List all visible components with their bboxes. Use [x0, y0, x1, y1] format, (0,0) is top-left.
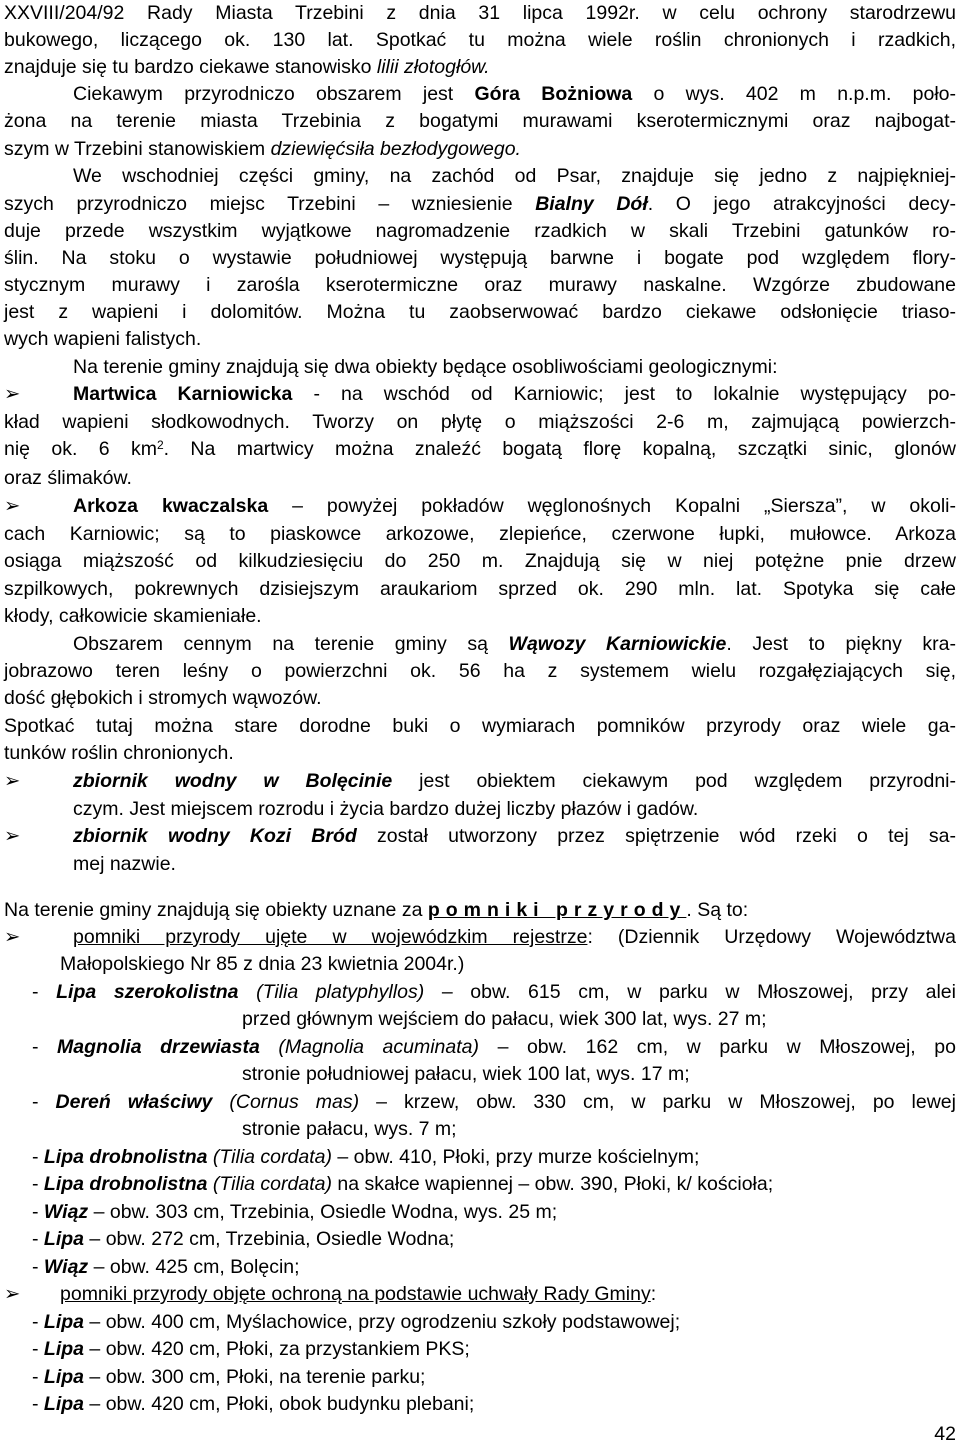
text-segment: Arkoza kwaczalska — [73, 495, 269, 517]
text-segment: zbiornik wodny w Bolęcinie — [73, 770, 393, 792]
bullet-arrow-icon: ➢ — [4, 1283, 21, 1305]
text-segment: (Tilia platyphyllos) — [238, 981, 425, 1003]
text-line — [4, 685, 322, 711]
text-segment: - na wschód od Karniowic; jest to lokalnie występujący po- — [292, 383, 957, 405]
text-segment: 2 — [156, 438, 164, 452]
text-segment: lilii złotogłów. — [376, 56, 490, 78]
text-segment: Na terenie gminy znajdują się dwa obiekty będące osobliwościami geologicznymi: — [73, 356, 778, 378]
text-segment: Dereń właściwy — [55, 1091, 213, 1113]
text-line — [4, 245, 956, 271]
text-segment: - — [32, 1201, 44, 1223]
text-segment: bukowego, liczącego ok. 130 lat. Spotkać tu można wiele roślin chronionych i rzadkich, — [4, 29, 956, 51]
text-segment: jest z wapieni i dolomitów. Można tu zaobserwować bardzo ciekawe odsłonięcie triaso- — [4, 301, 956, 323]
text-segment: – obw. 303 cm, Trzebinia, Osiedle Wodna, wys. 25 m; — [88, 1201, 558, 1223]
text-segment: Martwica Karniowicka — [73, 383, 293, 405]
text-line — [73, 924, 956, 950]
list-item — [32, 1364, 425, 1390]
text-segment: - — [32, 1228, 44, 1250]
text-segment: – obw. 300 cm, Płoki, na terenie parku; — [84, 1366, 426, 1388]
text-segment: jest obiektem ciekawym pod względem przyrodni- — [392, 770, 956, 792]
text-segment: - — [32, 1338, 44, 1360]
text-segment: mej nazwie. — [73, 853, 176, 875]
text-segment: Obszarem cennym na terenie gminy są — [73, 633, 509, 655]
list-item — [32, 1199, 557, 1225]
text-line — [60, 951, 464, 977]
text-segment: Bialny Dół — [535, 193, 648, 215]
text-line — [4, 0, 956, 26]
text-segment: (Tilia cordata) — [207, 1146, 332, 1168]
text-segment: Spotkać tutaj można stare dorodne buki o wymiarach pomników przyrody oraz wiele ga- — [4, 715, 956, 737]
text-segment: (Cornus mas) — [212, 1091, 360, 1113]
text-line — [4, 218, 956, 244]
text-segment: - — [32, 1311, 44, 1333]
text-segment: Lipa — [43, 1393, 85, 1415]
text-segment: dziewięćsiła bezłodygowego. — [270, 138, 521, 160]
text-segment: dość głębokich i stromych wąwozów. — [4, 687, 322, 709]
list-item — [32, 1089, 956, 1115]
text-segment: znajduje się tu bardzo ciekawe stanowisko — [4, 56, 377, 78]
text-line — [4, 521, 956, 547]
text-segment: : (Dziennik Urzędowy Województwa — [587, 926, 956, 948]
text-segment: Wąwozy Karniowickie — [508, 633, 727, 655]
text-segment: Lipa — [43, 1338, 85, 1360]
text-segment: . Są to: — [686, 899, 749, 921]
text-line — [73, 381, 956, 407]
text-line — [4, 713, 956, 739]
text-segment: Na terenie gminy znajdują się obiekty uznane za — [4, 899, 428, 921]
text-line — [73, 796, 698, 822]
bullet-arrow-icon: ➢ — [4, 770, 21, 792]
list-item — [32, 979, 956, 1005]
text-segment: – obw. 615 cm, w parku w Młoszowej, przy alei — [424, 981, 956, 1003]
text-line — [4, 191, 956, 217]
text-segment: - — [32, 1256, 44, 1278]
text-segment: Małopolskiego Nr 85 z dnia 23 kwietnia 2004r.) — [60, 953, 465, 975]
text-segment: Lipa drobnolistna — [43, 1173, 208, 1195]
list-item — [32, 1226, 454, 1252]
text-segment: – obw. 425 cm, Bolęcin; — [88, 1256, 300, 1278]
text-segment: - — [32, 1146, 44, 1168]
text-segment: Lipa — [43, 1311, 85, 1333]
text-segment: XXVIII/204/92 Rady Miasta Trzebini z dnia 31 lipca 1992r. w celu ochrony starodrzewu — [4, 2, 956, 24]
text-segment: Wiąz — [43, 1256, 89, 1278]
text-segment: nię ok. 6 km — [4, 438, 157, 460]
text-segment: – obw. 420 cm, Płoki, za przystankiem PKS; — [84, 1338, 470, 1360]
text-segment: został utworzony przez spiętrzenie wód rzeki o tej sa- — [356, 825, 956, 847]
text-segment: - — [32, 1173, 44, 1195]
list-item-continuation — [242, 1116, 457, 1142]
text-line — [73, 493, 956, 519]
text-segment: stronie południowej pałacu, wiek 100 lat, wys. 17 m; — [242, 1063, 690, 1085]
text-segment: (Tilia cordata) — [207, 1173, 332, 1195]
text-line — [4, 740, 234, 766]
text-segment: przed głównym wejściem do pałacu, wiek 300 lat, wys. 27 m; — [242, 1008, 767, 1030]
text-segment: . Jest to piękny kra- — [726, 633, 956, 655]
text-segment: . Na martwicy można znaleźć bogatą florę kopalną, szczątki sinic, glonów — [163, 438, 956, 460]
text-segment: – obw. 400 cm, Myślachowice, przy ogrodzeniu szkoły podstawowej; — [84, 1311, 681, 1333]
list-item-continuation — [242, 1061, 690, 1087]
text-line — [73, 631, 956, 657]
text-line — [4, 436, 956, 462]
bullet-arrow-icon: ➢ — [4, 383, 21, 405]
text-segment: zbiornik wodny Kozi Bród — [73, 825, 357, 847]
text-segment: pomniki przyrody — [427, 899, 687, 921]
text-segment: kłody, całkowicie skamieniałe. — [4, 605, 262, 627]
text-segment: tunków roślin chronionych. — [4, 742, 234, 764]
text-segment: Lipa drobnolistna — [43, 1146, 208, 1168]
bullet-arrow-icon: ➢ — [4, 495, 21, 517]
text-segment: oraz ślimaków. — [4, 467, 132, 489]
list-item — [32, 1336, 470, 1362]
text-line — [4, 576, 956, 602]
text-segment: żona na terenie miasta Trzebinia z bogatymi murawami kserotermicznymi oraz najbogat- — [4, 110, 956, 132]
text-segment: . O jego atrakcyjności decy- — [647, 193, 957, 215]
text-segment: pomniki przyrody ujęte w wojewódzkim rejestrze — [73, 926, 588, 948]
text-segment: wych wapieni falistych. — [4, 328, 202, 350]
text-segment: osiąga miąższość od kilkudziesięciu do 250 m. Znajdują się w niej potężne pnie drzew — [4, 550, 956, 572]
text-line — [4, 658, 956, 684]
list-item — [32, 1254, 300, 1280]
text-segment: Lipa szerokolistna — [56, 981, 239, 1003]
text-segment: Góra Bożniowa — [474, 83, 633, 105]
text-segment: Ciekawym przyrodniczo obszarem jest — [73, 83, 475, 105]
text-segment: Lipa — [43, 1228, 85, 1250]
text-segment: (Magnolia acuminata) — [259, 1036, 480, 1058]
text-line — [73, 851, 176, 877]
text-segment: - — [32, 1393, 44, 1415]
text-segment: stycznym murawy i zarośla kserotermiczne oraz murawy naskalne. Wzgórze zbudowane — [4, 274, 956, 296]
text-line — [4, 603, 262, 629]
text-line — [73, 768, 956, 794]
text-segment: jobrazowo teren leśny o powierzchni ok. 56 ha z systemem wielu rozgałęziających się, — [4, 660, 956, 682]
text-segment: duje przede wszystkim wyjątkowe nagromadzenie rzadkich w skali Trzebini gatunków ro- — [4, 220, 956, 242]
text-segment: - — [32, 981, 57, 1003]
text-segment: – obw. 272 cm, Trzebinia, Osiedle Wodna; — [84, 1228, 455, 1250]
list-item — [32, 1391, 474, 1417]
list-item-continuation — [242, 1006, 767, 1032]
list-item — [32, 1144, 699, 1170]
text-segment: o wys. 402 m n.p.m. poło- — [632, 83, 956, 105]
text-segment: czym. Jest miejscem rozrodu i życia bardzo dużej liczby płazów i gadów. — [73, 798, 699, 820]
text-line — [73, 823, 956, 849]
text-line — [73, 354, 778, 380]
text-segment: – krzew, obw. 330 cm, w parku w Młoszowej, po lewej — [359, 1091, 956, 1113]
text-line — [4, 27, 956, 53]
bullet-arrow-icon: ➢ — [4, 926, 21, 948]
text-segment: na skałce wapiennej – obw. 390, Płoki, k/ kościoła; — [331, 1173, 774, 1195]
bullet-arrow-icon: ➢ — [4, 825, 21, 847]
text-segment: : — [650, 1283, 657, 1305]
text-line — [4, 108, 956, 134]
text-segment: szym w Trzebini stanowiskiem — [4, 138, 271, 160]
text-line — [4, 326, 201, 352]
text-line — [60, 1281, 656, 1307]
text-segment: kład wapieni słodkowodnych. Tworzy on płytę o miąższości 2-6 m, zajmującą powierzch- — [4, 411, 956, 433]
text-segment: ślin. Na stoku o wystawie południowej występują barwne i bogate pod względem flory- — [4, 247, 956, 269]
text-line — [4, 272, 956, 298]
text-segment: Wiąz — [43, 1201, 89, 1223]
text-segment: – obw. 162 cm, w parku w Młoszowej, po — [479, 1036, 956, 1058]
text-segment: szych przyrodniczo miejsc Trzebini – wzniesienie — [4, 193, 536, 215]
text-segment: Lipa — [43, 1366, 85, 1388]
text-line — [4, 54, 490, 80]
text-line — [4, 897, 748, 923]
text-segment: – obw. 420 cm, Płoki, obok budynku plebani; — [84, 1393, 475, 1415]
text-segment: - — [32, 1366, 44, 1388]
text-line — [73, 163, 956, 189]
text-segment: - — [32, 1091, 56, 1113]
list-item — [32, 1171, 773, 1197]
text-line — [4, 409, 956, 435]
text-segment: cach Karniowic; są to piaskowce arkozowe, zlepieńce, czerwone łupki, mułowce. Arkoza — [4, 523, 956, 545]
list-item — [32, 1309, 680, 1335]
text-line — [4, 136, 521, 162]
list-item — [32, 1034, 956, 1060]
text-segment: pomniki przyrody objęte ochroną na podstawie uchwały Rady Gminy — [60, 1283, 651, 1305]
text-line — [73, 81, 956, 107]
text-segment: stronie pałacu, wys. 7 m; — [242, 1118, 457, 1140]
text-line — [4, 548, 956, 574]
text-segment: - — [32, 1036, 58, 1058]
text-segment: We wschodniej części gminy, na zachód od Psar, znajduje się jedno z najpiękniej- — [73, 165, 956, 187]
text-segment: szpilkowych, pokrewnych dzisiejszym araukariom sprzed ok. 290 mln. lat. Spotyka się całe — [4, 578, 956, 600]
text-segment: – obw. 410, Płoki, przy murze kościelnym; — [331, 1146, 700, 1168]
text-line — [4, 465, 132, 491]
text-segment: – powyżej pokładów węglonośnych Kopalni „Siersza”, w okoli- — [268, 495, 956, 517]
text-segment: Magnolia drzewiasta — [57, 1036, 260, 1058]
text-line — [4, 299, 956, 325]
page-number: 42 — [934, 1423, 956, 1445]
